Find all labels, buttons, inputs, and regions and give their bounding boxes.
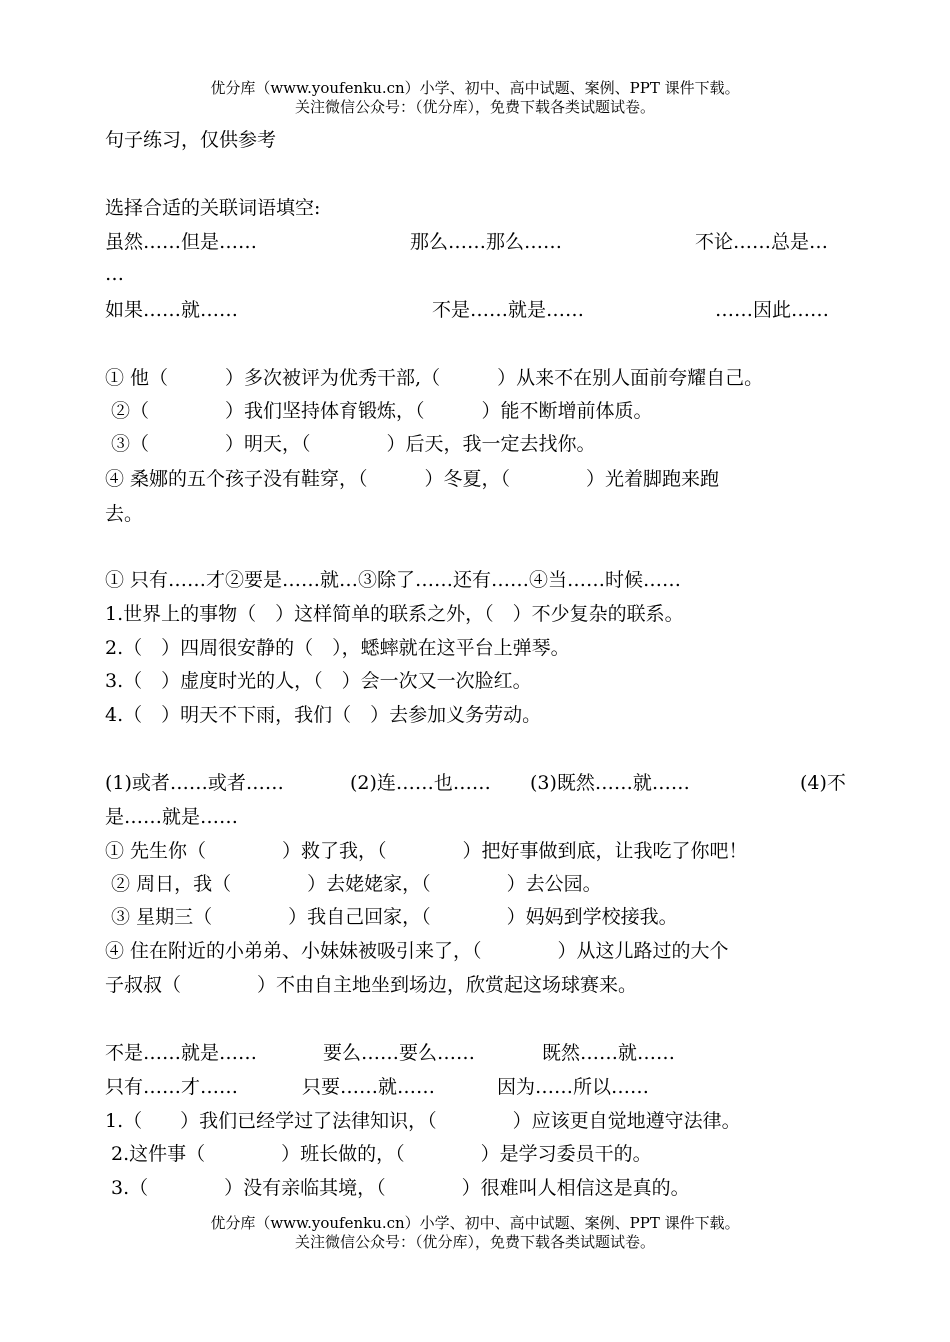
option: (2)连……也…… bbox=[350, 772, 491, 794]
exercise-item: 1.世界上的事物（ ）这样简单的联系之外，（ ）不少复杂的联系。 bbox=[105, 603, 684, 625]
section2-options: ① 只有……才②要是……就…③除了……还有……④当……时候…… bbox=[105, 569, 682, 591]
exercise-item: ③（ ）明天，（ ）后天，我一定去找你。 bbox=[105, 433, 596, 455]
exercise-item: 4.（ ）明天不下雨，我们（ ）去参加义务劳动。 bbox=[105, 704, 542, 726]
option: ……因此…… bbox=[715, 299, 830, 321]
exercise-item: 子叔叔（ ）不由自主地坐到场边，欣赏起这场球赛来。 bbox=[105, 974, 638, 996]
exercise-item: ① 先生你（ ）救了我，（ ）把好事做到底，让我吃了你吧！ bbox=[105, 840, 748, 862]
option: 不是……就是…… bbox=[105, 1042, 258, 1064]
section1-instruction: 选择合适的关联词语填空: bbox=[105, 197, 321, 219]
option: 只有……才…… bbox=[105, 1076, 239, 1098]
exercise-item: 2.（ ）四周很安静的（ ），蟋蟀就在这平台上弹琴。 bbox=[105, 637, 570, 659]
option: 要么……要么…… bbox=[323, 1042, 476, 1064]
exercise-item: 3.（ ）虚度时光的人，（ ）会一次又一次脸红。 bbox=[105, 670, 532, 692]
exercise-item: ③ 星期三（ ）我自己回家，（ ）妈妈到学校接我。 bbox=[105, 906, 678, 928]
option: 因为……所以…… bbox=[497, 1076, 650, 1098]
option: 不论……总是… bbox=[695, 231, 829, 253]
exercise-item: 1.（ ）我们已经学过了法律知识，（ ）应该更自觉地遵守法律。 bbox=[105, 1110, 741, 1132]
option: 只要……就…… bbox=[302, 1076, 436, 1098]
section3-options-row-2: 是……就是…… bbox=[105, 806, 239, 828]
option: (1)或者……或者…… bbox=[105, 772, 284, 794]
exercise-item: ②（ ）我们坚持体育锻炼，（ ）能不断增前体质。 bbox=[105, 400, 653, 422]
exercise-item: ② 周日，我（ ）去姥姥家，（ ）去公园。 bbox=[105, 873, 602, 895]
option: (4)不 bbox=[800, 772, 846, 794]
option: 既然……就…… bbox=[542, 1042, 676, 1064]
option: (3)既然……就…… bbox=[530, 772, 690, 794]
exercise-item: 去。 bbox=[105, 503, 144, 525]
exercise-item: ① 他（ ）多次被评为优秀干部,（ ）从来不在别人面前夸耀自己。 bbox=[105, 367, 764, 389]
option: 如果……就…… bbox=[105, 299, 239, 321]
page-title: 句子练习，仅供参考 bbox=[105, 129, 277, 151]
exercise-item: 2.这件事（ ）班长做的，（ ）是学习委员干的。 bbox=[105, 1143, 652, 1165]
option: 不是……就是…… bbox=[432, 299, 585, 321]
option: 那么……那么…… bbox=[410, 231, 563, 253]
header-line-2: 关注微信公众号：（优分库），免费下载各类试题试卷。 bbox=[294, 98, 655, 116]
footer-line-1: 优分库（www.youfenku.cn）小学、初中、高中试题、案例、PPT 课件下载。 bbox=[210, 1214, 740, 1232]
option: 虽然……但是…… bbox=[105, 231, 258, 253]
exercise-item: 3.（ ）没有亲临其境，（ ）很难叫人相信这是真的。 bbox=[105, 1177, 690, 1199]
footer-line-2: 关注微信公众号：（优分库），免费下载各类试题试卷。 bbox=[294, 1233, 655, 1251]
section1-options-wrap: … bbox=[105, 263, 124, 285]
header-line-1: 优分库（www.youfenku.cn）小学、初中、高中试题、案例、PPT 课件下载。 bbox=[210, 79, 740, 97]
exercise-item: ④ 住在附近的小弟弟、小妹妹被吸引来了，（ ）从这儿路过的大个 bbox=[105, 940, 729, 962]
exercise-item: ④ 桑娜的五个孩子没有鞋穿，（ ）冬夏，（ ）光着脚跑来跑 bbox=[105, 468, 720, 490]
